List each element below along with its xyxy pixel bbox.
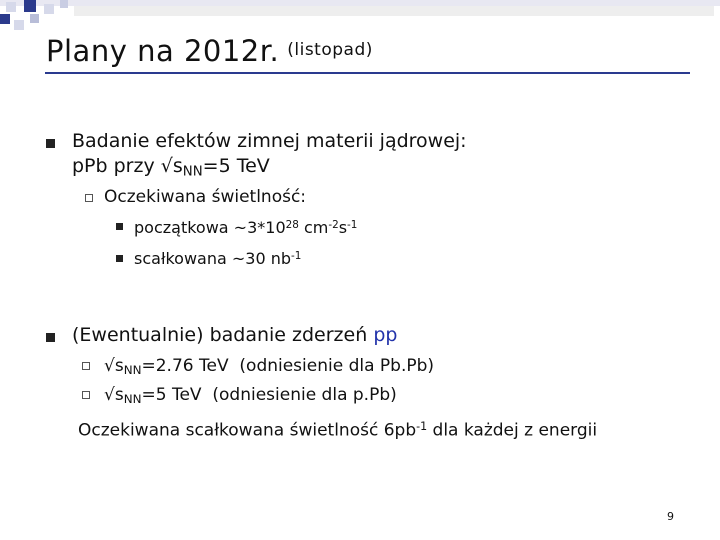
title-subtitle: (listopad) [287, 40, 373, 60]
bullet-square-icon [46, 333, 55, 342]
bullet-square-icon [46, 139, 55, 148]
exponent-nb: -1 [291, 250, 302, 262]
checkbox-bullet-icon [82, 391, 90, 399]
expected-luminosity-note [78, 414, 597, 444]
integrated-text: scałkowana ~30 nb [134, 249, 292, 269]
bullet-small-icon [116, 223, 123, 230]
energy-value: =2.76 TeV [141, 356, 229, 376]
bullet-1-line-2 [72, 153, 270, 185]
energy-value: =5 TeV [202, 155, 270, 177]
sqrt-s-text: pPb przy √s [72, 155, 183, 177]
slide-title [46, 34, 373, 68]
exponent-cm: -2 [328, 219, 339, 231]
pp-text: pp [373, 324, 398, 346]
checkbox-bullet-icon [82, 362, 90, 370]
item-energy-2-76 [104, 354, 434, 382]
reference-note: (odniesienie dla p.Pb) [212, 385, 397, 405]
item-initial-luminosity [134, 214, 357, 239]
subscript-nn: NN [123, 391, 142, 406]
energy-value: =5 TeV [141, 385, 202, 405]
initial-text: początkowa ~3*10 [134, 218, 286, 238]
item-integrated-luminosity [134, 245, 301, 270]
bullet-small-icon [116, 255, 123, 262]
s-text: s [338, 218, 348, 238]
checkbox-bullet-icon [85, 194, 93, 202]
sub-bullet-luminosity: Oczekiwana świetlność: [104, 187, 307, 207]
subscript-nn: NN [182, 164, 203, 180]
bullet-1-line-1: Badanie efektów zimnej materii jądrowej: [72, 130, 467, 152]
footer-tail-text: dla każdej z energii [427, 420, 598, 441]
sqrt-s-text: √s [104, 356, 124, 376]
reference-note: (odniesienie dla Pb.Pb) [239, 356, 435, 376]
pp-intro-text: (Ewentualnie) badanie zderzeń [72, 324, 374, 346]
exponent-pb: -1 [416, 420, 428, 433]
exponent-28: 28 [285, 219, 299, 231]
bullet-2-line [72, 322, 397, 348]
page-number: 9 [667, 510, 674, 523]
cm-text: cm [298, 218, 329, 238]
item-energy-5 [104, 383, 397, 411]
footer-text: Oczekiwana scałkowana świetlność 6pb [78, 420, 417, 441]
title-underline [45, 72, 690, 74]
subscript-nn: NN [123, 362, 142, 377]
title-text: Plany na 2012r. [46, 34, 280, 68]
sqrt-s-text: √s [104, 385, 124, 405]
exponent-s: -1 [347, 219, 358, 231]
